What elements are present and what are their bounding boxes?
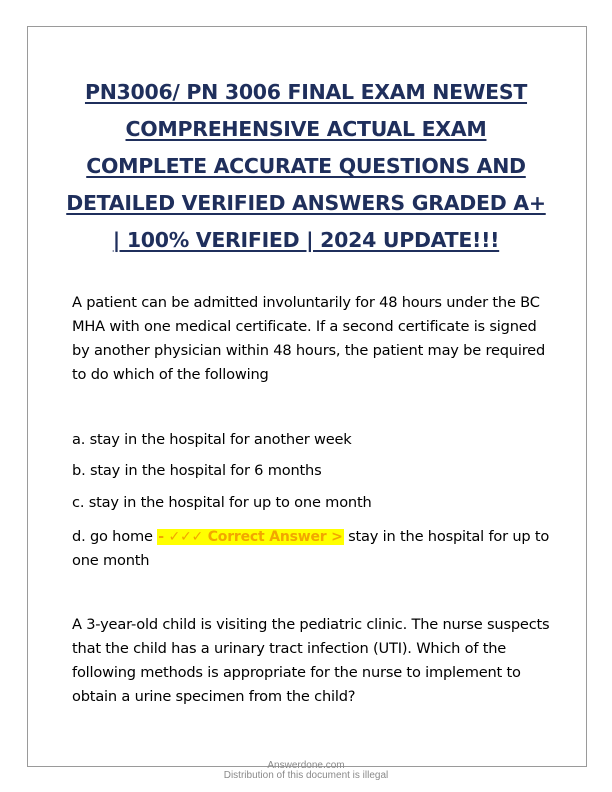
title-line-3: COMPLETE ACCURATE QUESTIONS AND	[86, 154, 526, 178]
title-line-1: PN3006/ PN 3006 FINAL EXAM NEWEST	[84, 80, 528, 104]
question-1-option-b: b. stay in the hospital for 6 months	[72, 462, 322, 479]
question-1-option-d	[72, 525, 552, 573]
watermark-notice: Distribution of this document is illegal	[223, 770, 389, 781]
document-title	[60, 74, 552, 259]
question-2-text: A 3-year-old child is visiting the pediatric clinic. The nurse suspects that the child has a urinary tract infection (UTI). Which of the following methods is appropriate for the nurse to implement to obtain a urine specimen from the child?	[72, 616, 550, 705]
option-d-answer: stay in the hospital for up to one month	[72, 528, 550, 569]
watermark	[0, 761, 612, 781]
correct-answer-marker: - ✓✓✓ Correct Answer >	[158, 529, 343, 545]
title-line-4: DETAILED VERIFIED ANSWERS GRADED A+	[66, 191, 546, 215]
question-1-option-a: a. stay in the hospital for another week	[72, 431, 352, 448]
title-line-5: | 100% VERIFIED | 2024 UPDATE!!!	[112, 228, 500, 252]
question-1-option-c: c. stay in the hospital for up to one month	[72, 494, 372, 511]
watermark-site: Answerdone.com	[267, 760, 345, 771]
title-line-2: COMPREHENSIVE ACTUAL EXAM	[125, 117, 487, 141]
question-1-text: A patient can be admitted involuntarily for 48 hours under the BC MHA with one medical certificate. If a second certificate is signed by another physician within 48 hours, the patient may be required to do which of the following	[72, 294, 546, 383]
option-d-prefix: d. go home	[72, 528, 158, 545]
